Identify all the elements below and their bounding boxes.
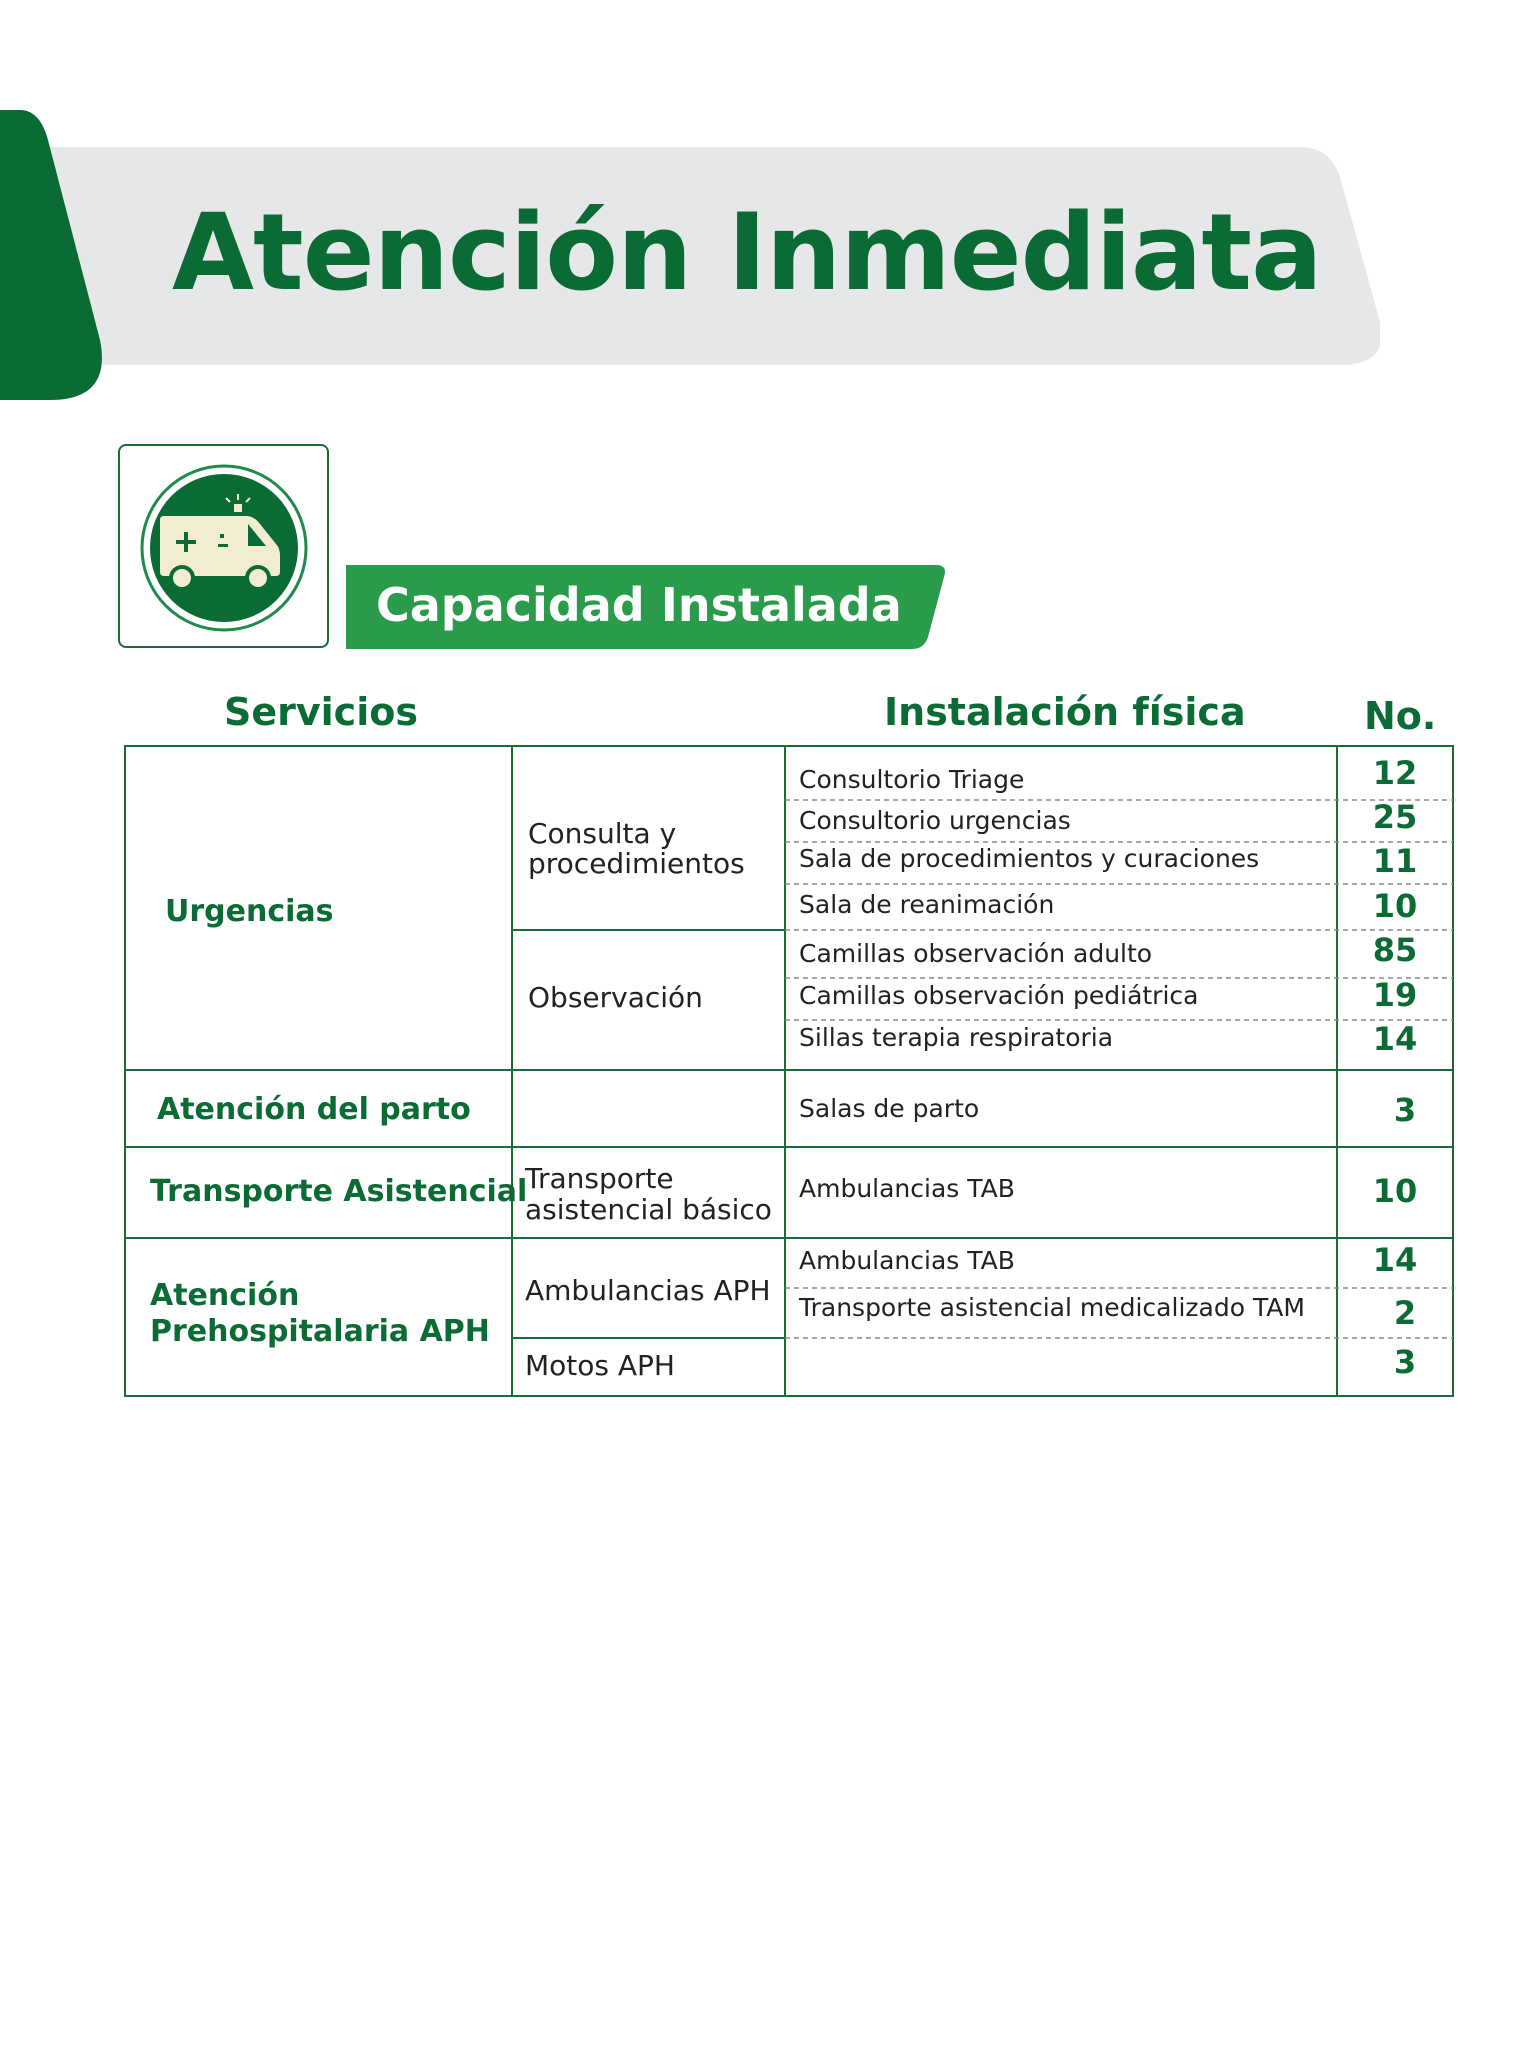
item-name: Consultorio Triage	[799, 765, 1025, 794]
page-title: Atención Inmediata	[172, 191, 1322, 314]
item-name: Ambulancias TAB	[799, 1174, 1015, 1203]
item-count: 11	[1372, 842, 1418, 880]
item-count: 19	[1372, 976, 1418, 1014]
column-header-servicios: Servicios	[224, 690, 418, 734]
item-name: Sala de procedimientos y curaciones	[799, 844, 1260, 873]
item-count: 25	[1372, 798, 1418, 836]
item-count: 14	[1372, 1020, 1418, 1058]
service-urgencias: Urgencias	[165, 894, 334, 929]
service-parto: Atención del parto	[157, 1092, 471, 1127]
item-count: 3	[1393, 1091, 1417, 1129]
item-count: 3	[1393, 1343, 1417, 1381]
group-observacion: Observación	[528, 981, 703, 1014]
column-header-no: No.	[1364, 694, 1437, 738]
service-transporte: Transporte Asistencial	[150, 1174, 528, 1209]
group-transporte-line1: Transporte	[525, 1162, 674, 1195]
item-name: Camillas observación adulto	[799, 939, 1153, 968]
item-name: Consultorio urgencias	[799, 806, 1071, 835]
section-title: Capacidad Instalada	[376, 578, 902, 632]
item-count: 12	[1372, 754, 1418, 792]
service-aph-line1: Atención	[150, 1278, 300, 1313]
item-name: Sala de reanimación	[799, 890, 1055, 919]
service-aph-line2: Prehospitalaria APH	[150, 1314, 490, 1349]
item-count: 85	[1372, 931, 1418, 969]
item-name: Ambulancias TAB	[799, 1246, 1015, 1275]
group-consulta-line2: procedimientos	[528, 847, 745, 880]
group-ambulancias-aph: Ambulancias APH	[525, 1274, 771, 1307]
item-count: 2	[1393, 1294, 1417, 1332]
group-motos-aph: Motos APH	[525, 1349, 675, 1382]
column-header-instalacion: Instalación física	[884, 690, 1246, 734]
group-consulta-line1: Consulta y	[528, 817, 677, 850]
item-count: 10	[1372, 887, 1418, 925]
item-name: Transporte asistencial medicalizado TAM	[799, 1293, 1305, 1322]
item-name: Sillas terapia respiratoria	[799, 1023, 1114, 1052]
item-name: Camillas observación pediátrica	[799, 981, 1199, 1010]
group-transporte-line2: asistencial básico	[525, 1193, 772, 1226]
item-name: Salas de parto	[799, 1094, 980, 1123]
item-count: 10	[1372, 1172, 1418, 1210]
item-count: 14	[1372, 1241, 1418, 1279]
